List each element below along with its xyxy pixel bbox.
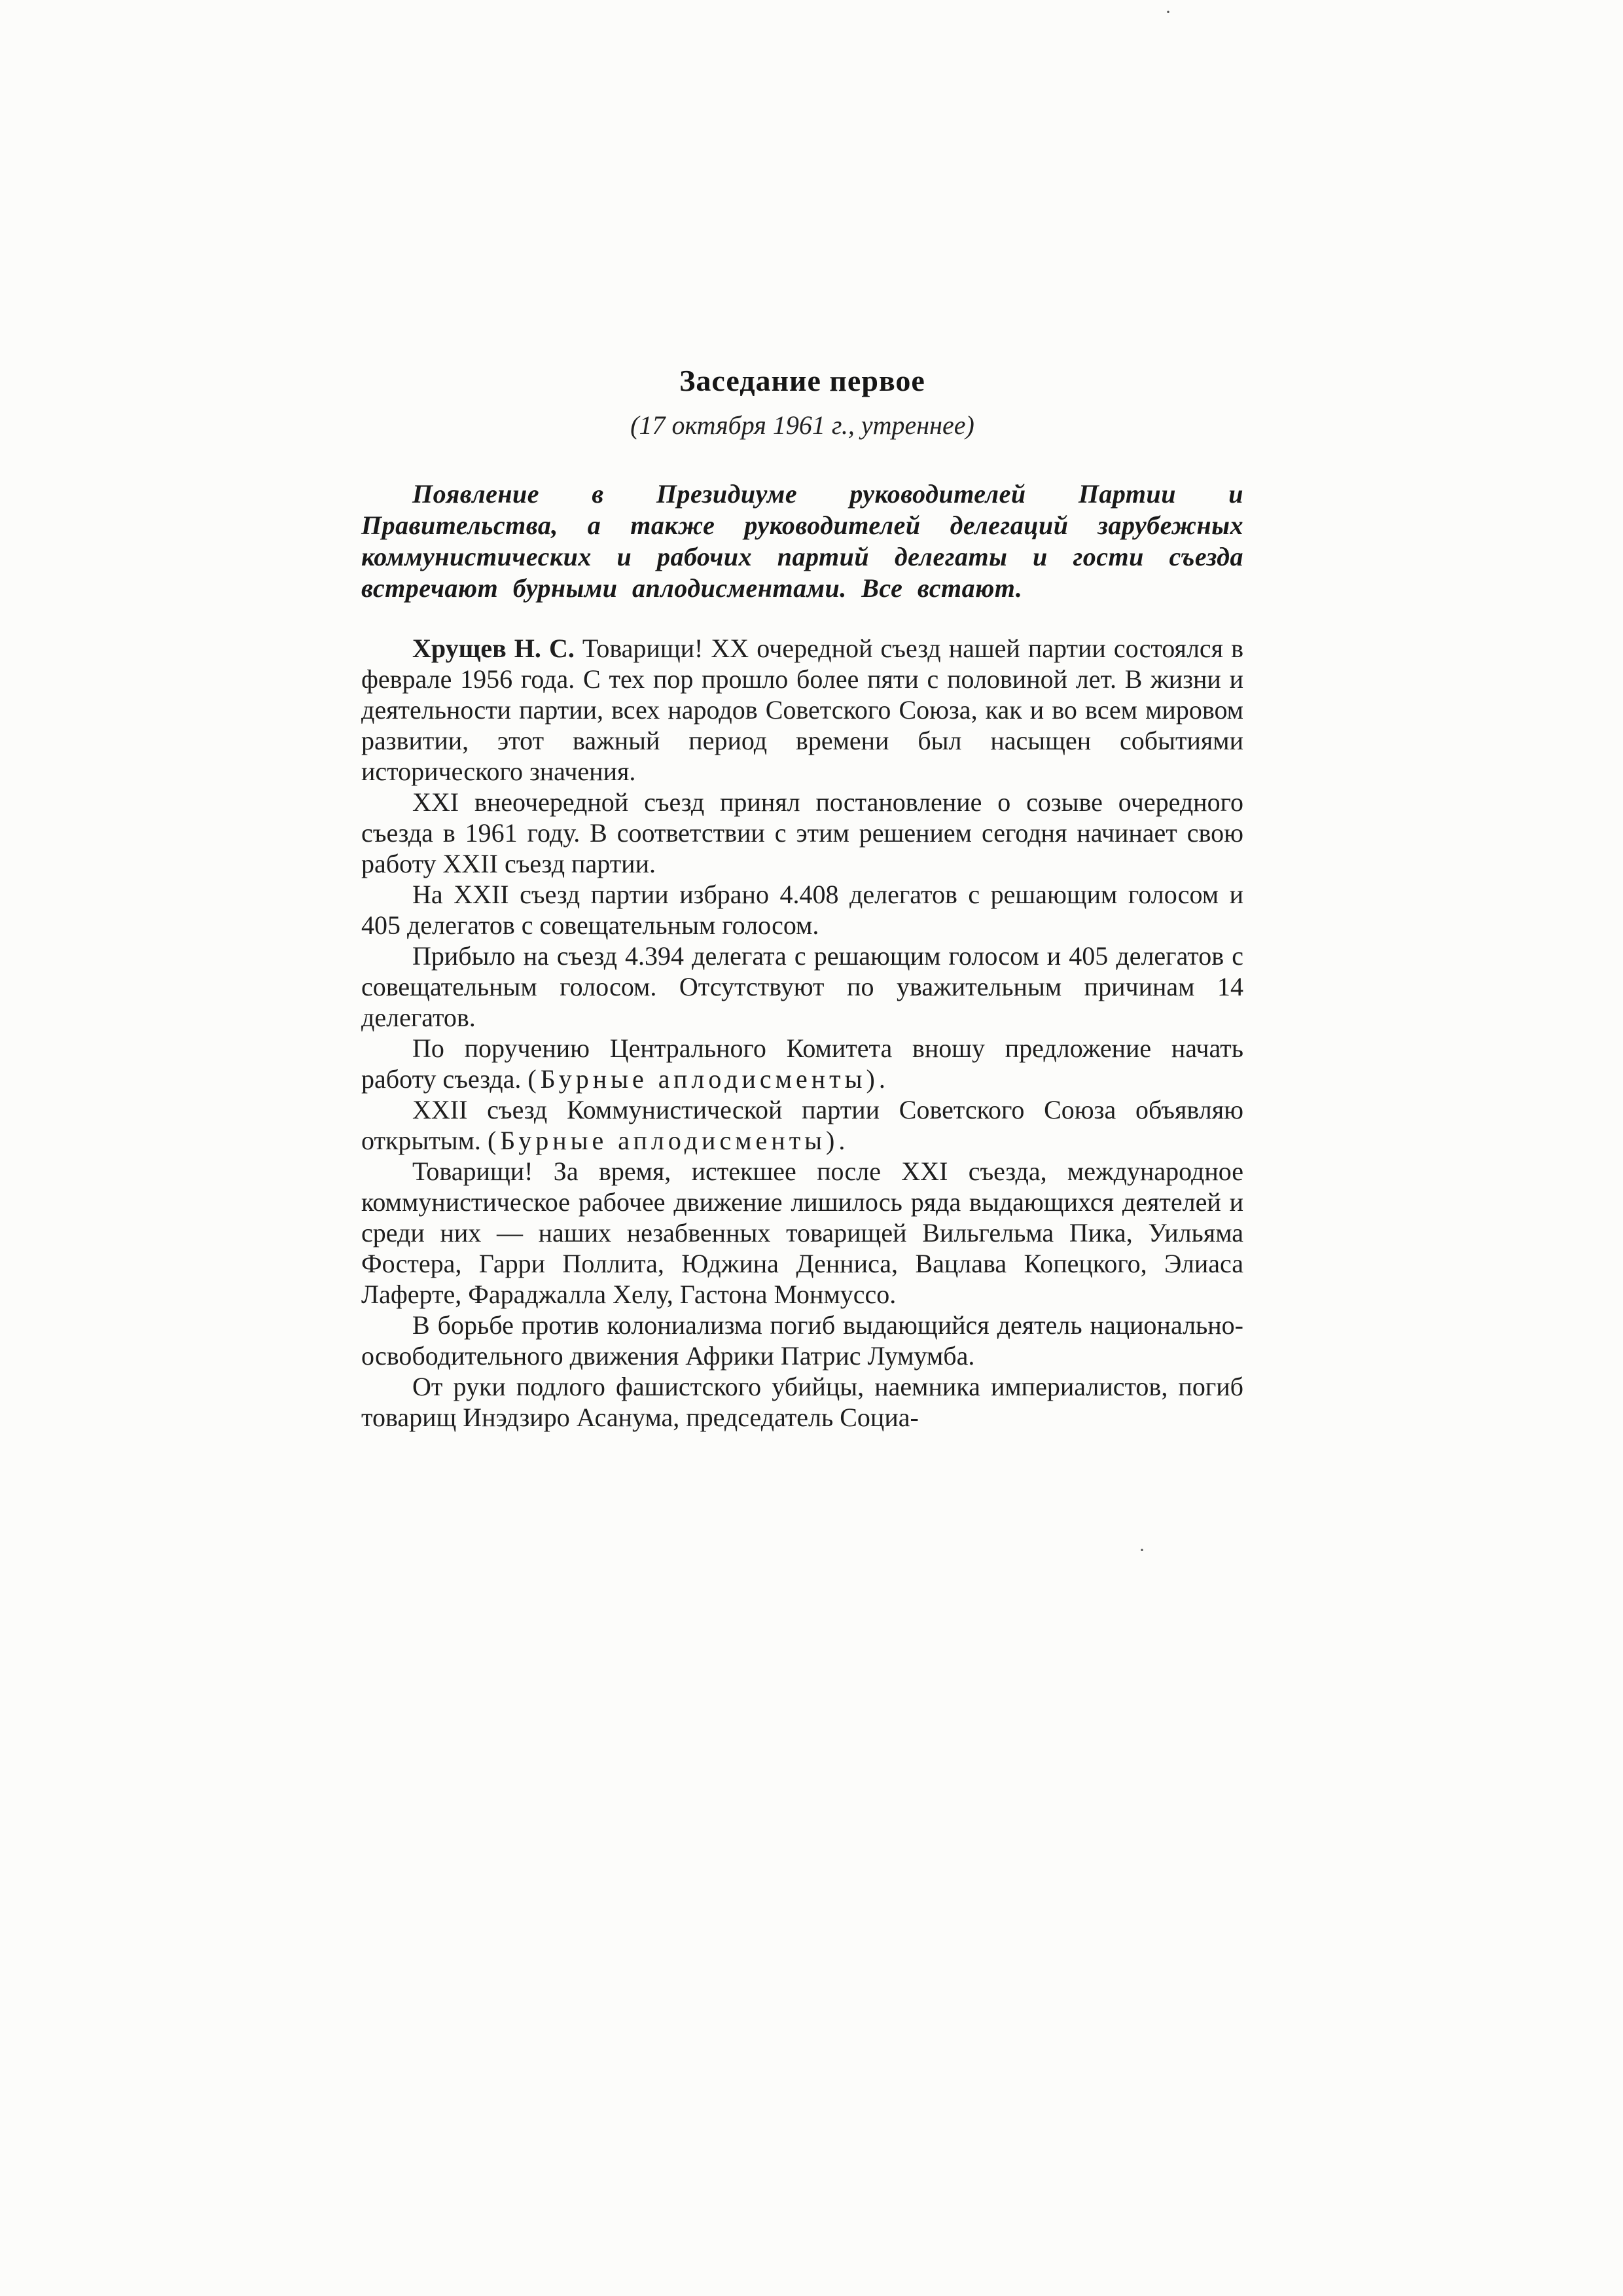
paragraph: [361, 1094, 1243, 1156]
text-run: Товарищи! За время, истекшее после XXI съезда, международное коммунистическое рабочее движение лишилось ряда выдающихся деятелей и среди них — наших незабвенных товарищей Вильгельма Пика, Уильяма Фостера, Гарри Поллита, Юджина Денниса, Вацлава Копецкого, Элиаса Лаферте, Фараджалла Хелу, Гастона Монмуссо.: [361, 1157, 1243, 1309]
applause-note: (Бурные аплодисменты).: [487, 1126, 849, 1155]
scan-artifact-dot-top: ·: [1165, 1, 1171, 23]
paragraph: [361, 879, 1243, 941]
session-title: Заседание первое: [679, 364, 925, 397]
paragraph: [361, 787, 1243, 879]
paragraph: [361, 941, 1243, 1033]
text-column: [361, 363, 1243, 1433]
text-run: XXI внеочередной съезд принял постановление о созыве очередного съезда в 1961 году. В соответствии с этим решением сегодня начинает свою работу XXII съезд партии.: [361, 787, 1243, 878]
speech-body: [361, 633, 1243, 1433]
paragraph: [361, 633, 1243, 787]
text-run: По поручению Центрального Комитета вношу предложение начать работу съезда.: [361, 1033, 1243, 1094]
speaker-name: Хрущев Н. С.: [412, 634, 575, 663]
applause-note: (Бурные аплодисменты).: [527, 1064, 889, 1094]
text-run: Прибыло на съезд 4.394 делегата с решающим голосом и 405 делегатов с совещательным голосом. Отсутствуют по уважительным причинам 14 делегатов.: [361, 941, 1243, 1032]
text-run: В борьбе против колониализма погиб выдающийся деятель национально-освободительного движения Африки Патрис Лумумба.: [361, 1310, 1243, 1371]
text-run: Товарищи! XX очередной съезд нашей партии состоялся в феврале 1956 года. С тех пор прошло более пяти с половиной лет. В жизни и деятельности партии, всех народов Советского Союза, как и во всем мировом развитии, этот важный период времени был насыщен событиями исторического значения.: [361, 634, 1243, 786]
text-run: На XXII съезд партии избрано 4.408 делегатов с решающим голосом и 405 делегатов с совещательным голосом.: [361, 880, 1243, 940]
session-date: (17 октября 1961 г., утреннее): [630, 410, 974, 440]
paragraph: [361, 1310, 1243, 1371]
scan-artifact-dot-bottom: ·: [1139, 1539, 1145, 1561]
paragraph: [361, 1156, 1243, 1310]
paragraph: [361, 1033, 1243, 1094]
text-run: От руки подлого фашистского убийцы, наемника империалистов, погиб товарищ Инэдзиро Асанума, председатель Социа-: [361, 1372, 1243, 1432]
paragraph: [361, 1371, 1243, 1433]
stage-direction: Появление в Президиуме руководителей Партии и Правительства, а также руководителей делегаций зарубежных коммунистических и рабочих партий делегаты и гости съезда встречают бурными аплодисментами. Все встают.: [361, 479, 1243, 603]
text-run: XXII съезд Коммунистической партии Советского Союза объявляю открытым.: [361, 1095, 1243, 1155]
